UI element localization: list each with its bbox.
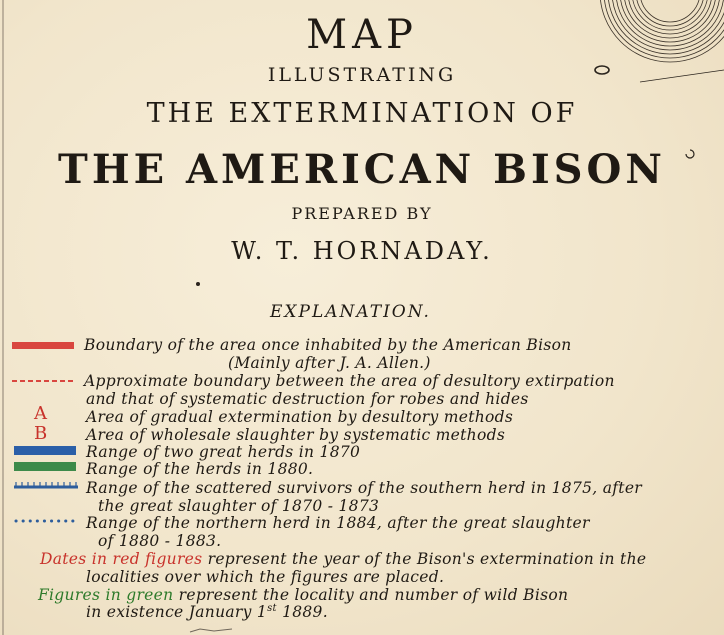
- note-red-lead: Dates in red figures: [40, 550, 203, 568]
- legend-boundary-line2: (Mainly after J. A. Allen.): [228, 354, 431, 372]
- legend-northern-herd-line1: Range of the northern herd in 1884, after the great slaughter: [86, 514, 590, 532]
- legend-area-b: Area of wholesale slaughter by systematic methods: [86, 426, 506, 444]
- note-green-line2-sup: st: [267, 603, 277, 614]
- note-green-rest: represent the locality and number of wild Bison: [178, 586, 569, 604]
- note-red-rest: represent the year of the Bison's extermination in the: [207, 550, 647, 568]
- legend-southern-herd-line2: the great slaughter of 1870 - 1873: [98, 497, 380, 515]
- note-green-lead: Figures in green: [38, 586, 174, 604]
- legend-approx-boundary-line2: and that of systematic destruction for robes and hides: [86, 390, 529, 408]
- map-title-illustrating: ILLUSTRATING: [267, 64, 457, 86]
- note-green-figures-line2: [86, 603, 328, 621]
- legend-southern-herd-line1: Range of the scattered survivors of the southern herd in 1875, after: [86, 479, 643, 497]
- legend-range-1880: Range of the herds in 1880.: [86, 460, 314, 478]
- blue-band-symbol: [14, 446, 76, 455]
- note-red-figures-line1: [40, 550, 646, 568]
- map-author: W. T. HORNADAY.: [231, 237, 493, 265]
- map-title-extermination: THE EXTERMINATION OF: [146, 98, 578, 129]
- legend-boundary-line1: Boundary of the area once inhabited by the American Bison: [84, 336, 572, 354]
- note-green-line2-pre: in existence January 1: [86, 603, 268, 622]
- legend-range-1870: Range of two great herds in 1870: [86, 443, 361, 461]
- legend-northern-herd-line2: of 1880 - 1883.: [98, 532, 222, 550]
- legend-area-a: Area of gradual extermination by desultory methods: [86, 408, 514, 426]
- green-band-symbol: [14, 462, 76, 471]
- note-green-figures-line1: [38, 586, 568, 604]
- note-green-line2-post: 1889.: [276, 603, 328, 622]
- map-title-prepared-by: PREPARED BY: [291, 204, 433, 223]
- legend-letter-b: B: [34, 423, 49, 444]
- map-title: MAP: [306, 12, 418, 58]
- map-title-bison: THE AMERICAN BISON: [58, 146, 666, 193]
- explanation-heading: EXPLANATION.: [270, 302, 431, 322]
- red-band-symbol: [12, 342, 74, 349]
- legend-approx-boundary-line1: Approximate boundary between the area of desultory extirpation: [84, 372, 615, 390]
- blue-hatched-symbol: [14, 482, 78, 487]
- note-red-figures-line2: localities over which the figures are placed.: [86, 568, 445, 586]
- legend-letter-a: A: [34, 403, 48, 424]
